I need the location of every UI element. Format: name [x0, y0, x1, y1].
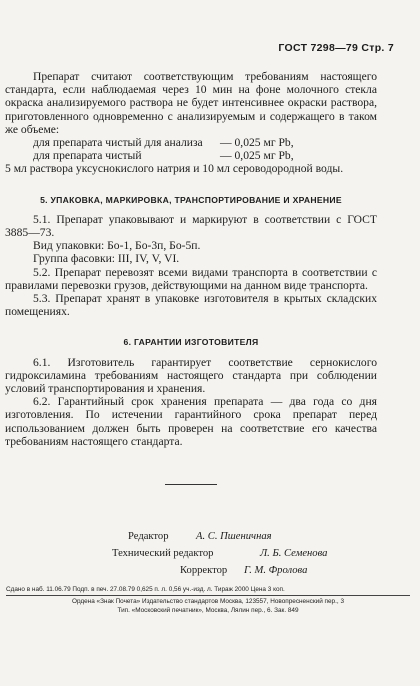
- imprint-line-2: Ордена «Знак Почета» Издательство стандартов Москва, 123557, Новопресненский пер., 3: [72, 598, 344, 605]
- credit-editor: [0, 528, 420, 545]
- section-6-title: 6. ГАРАНТИИ ИЗГОТОВИТЕЛЯ: [123, 337, 259, 348]
- tech-editor-role: Технический редактор: [112, 548, 214, 559]
- page-header: ГОСТ 7298—79 Стр. 7: [278, 42, 394, 54]
- formula-row-1: [5, 136, 377, 149]
- formula-row-1-value: — 0,025 мг Pb,: [220, 136, 294, 150]
- section-5-p3: Группа фасовки: III, IV, V, VI.: [33, 252, 180, 266]
- formula-row-1-label: для препарата чистый для анализа: [33, 136, 203, 150]
- formula-row-2-label: для препарата чистый: [33, 149, 142, 163]
- section-5-p5: 5.3. Препарат хранят в упаковке изготовителя в крытых складских помещениях.: [5, 292, 377, 319]
- formula-row-2-value: — 0,025 мг Pb,: [220, 149, 294, 163]
- editor-name: А. С. Пшеничная: [196, 531, 272, 542]
- imprint-publisher: [6, 597, 410, 615]
- editor-role: Редактор: [128, 531, 169, 542]
- tech-editor-name: Л. Б. Семенова: [260, 548, 328, 559]
- section-5-p4: 5.2. Препарат перевозят всеми видами транспорта в соответствии с правилами перевозки грузов, действующими на данном виде транспорта.: [5, 265, 377, 292]
- imprint-rule: [6, 595, 410, 596]
- corrector-role: Корректор: [180, 565, 228, 576]
- credit-corrector: [0, 562, 420, 579]
- section-6-p2: 6.2. Гарантийный срок хранения препарата — два года со дня изготовления. По истечении гарантийного срока препарат перед использованием должен быть проверен на соответствие его качества требованиям настоящего стандарта.: [5, 395, 377, 448]
- section-5-p1: 5.1. Препарат упаковывают и маркируют в соответствии с ГОСТ 3885—73.: [5, 212, 377, 240]
- credit-tech-editor: [0, 545, 420, 562]
- formula-row-2: [5, 149, 377, 162]
- section-5-title: 5. УПАКОВКА, МАРКИРОВКА, ТРАНСПОРТИРОВАНИЕ И ХРАНЕНИЕ: [40, 194, 342, 205]
- document-body: [5, 70, 377, 485]
- section-5-p2: Вид упаковки: Бо-1, Бо-3п, Бо-5п.: [33, 239, 201, 253]
- intro-paragraph: Препарат считают соответствующим требованиям настоящего стандарта, если наблюдаемая через 10 мин на фоне молочного стекла окраска анализируемого раствора не будет интенсивнее окраски раствора, приготовленного одновременно с анализируемым и содержащего в таком же объеме:: [5, 70, 377, 136]
- section-6-p1: 6.1. Изготовитель гарантирует соответствие сернокислого гидроксиламина требованиям настоящего стандарта при соблюдении условий транспортирования и хранения.: [5, 355, 377, 396]
- credits-block: [0, 528, 420, 579]
- intro-tail: 5 мл раствора уксуснокислого натрия и 10 мл сероводородной воды.: [5, 162, 344, 176]
- imprint-line-3: Тип. «Московский печатник», Москва, Лялин пер., 6. Зак. 849: [117, 607, 299, 614]
- corrector-name: Г. М. Фролова: [244, 565, 308, 576]
- section-divider: [165, 484, 217, 485]
- imprint-line-1: Сдано в наб. 11.06.79 Подп. в печ. 27.08.79 0,625 п. л. 0,56 уч.-изд. л. Тираж 2000 Цена 3 коп.: [6, 586, 285, 593]
